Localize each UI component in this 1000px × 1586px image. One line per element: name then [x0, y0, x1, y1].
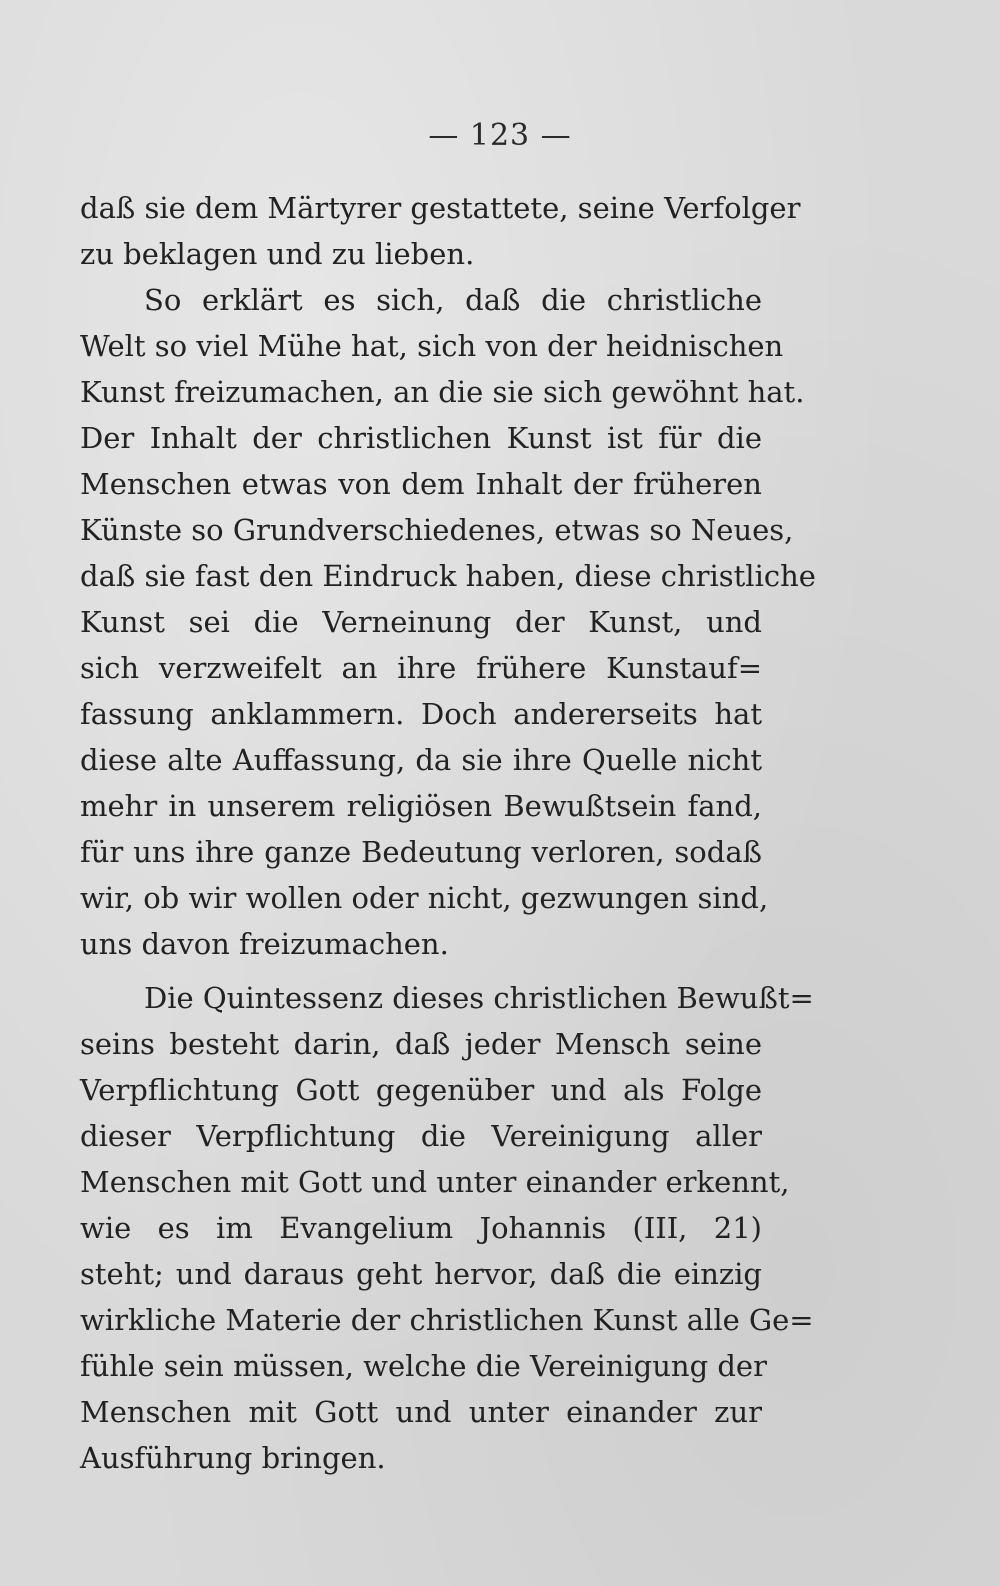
- text-line: Welt so viel Mühe hat, sich von der heidnischen: [80, 329, 784, 363]
- text-line: wir, ob wir wollen oder nicht, gezwungen sind,: [80, 881, 769, 915]
- text-line: Der Inhalt der christlichen Kunst ist für die: [80, 421, 762, 455]
- text-line: Die Quintessenz dieses christlichen Bewußt=: [144, 981, 814, 1015]
- text-line: Kunst sei die Verneinung der Kunst, und: [80, 605, 762, 639]
- text-line: Menschen mit Gott und unter einander erkennt,: [80, 1165, 790, 1199]
- text-line: daß sie dem Märtyrer gestattete, seine Verfolger: [80, 191, 801, 225]
- text-line: fühle sein müssen, welche die Vereinigung der: [80, 1349, 767, 1383]
- text-line: wirkliche Materie der christlichen Kunst alle Ge=: [80, 1303, 814, 1337]
- text-line: uns davon freizumachen.: [80, 927, 449, 961]
- paragraph: [80, 185, 801, 277]
- text-line: So erklärt es sich, daß die christliche: [144, 283, 762, 317]
- text-line: fassung anklammern. Doch andererseits hat: [80, 697, 762, 731]
- text-line: steht; und daraus geht hervor, daß die einzig: [80, 1257, 762, 1291]
- paragraph: [80, 277, 816, 967]
- text-line: wie es im Evangelium Johannis (III, 21): [80, 1211, 762, 1245]
- text-line: Verpflichtung Gott gegenüber und als Folge: [80, 1073, 762, 1107]
- text-line: sich verzweifelt an ihre frühere Kunstauf=: [80, 651, 762, 685]
- paragraph-gap: [80, 967, 762, 975]
- text-line: diese alte Auffassung, da sie ihre Quelle nicht: [80, 743, 762, 777]
- text-line: Menschen etwas von dem Inhalt der früheren: [80, 467, 762, 501]
- text-line: seins besteht darin, daß jeder Mensch seine: [80, 1027, 762, 1061]
- text-line: Künste so Grundverschiedenes, etwas so Neues,: [80, 513, 794, 547]
- text-line: mehr in unserem religiösen Bewußtsein fand,: [80, 789, 762, 823]
- text-line: Kunst freizumachen, an die sie sich gewöhnt hat.: [80, 375, 805, 409]
- text-line: daß sie fast den Eindruck haben, diese christliche: [80, 559, 816, 593]
- text-line: dieser Verpflichtung die Vereinigung aller: [80, 1119, 762, 1153]
- text-line: zu beklagen und zu lieben.: [80, 237, 475, 271]
- text-line: Menschen mit Gott und unter einander zur: [80, 1395, 762, 1429]
- text-line: Ausführung bringen.: [80, 1441, 386, 1475]
- paragraph: [80, 975, 814, 1481]
- text-line: für uns ihre ganze Bedeutung verloren, sodaß: [80, 835, 762, 869]
- body-text: [80, 185, 816, 1481]
- page-number: — 123 —: [428, 118, 572, 153]
